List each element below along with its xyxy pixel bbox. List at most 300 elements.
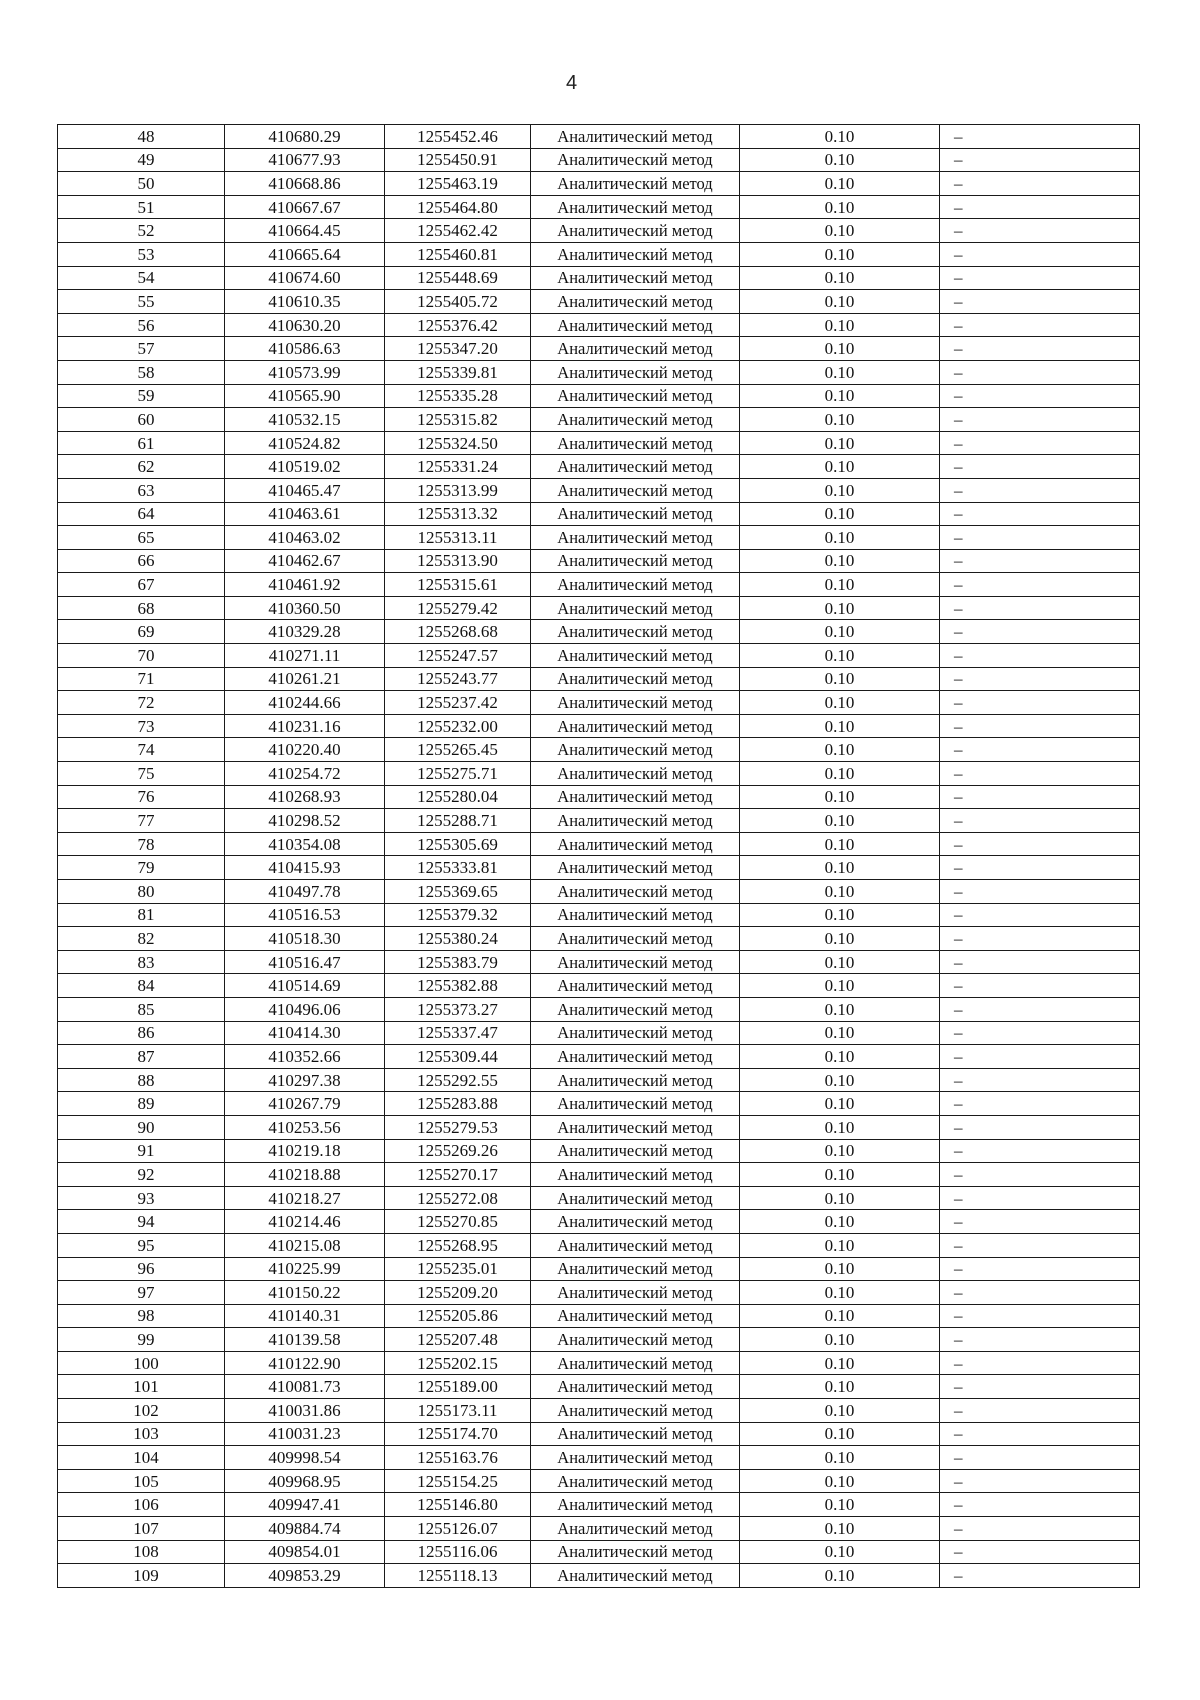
method-cell: Аналитический метод — [531, 1351, 740, 1375]
y-coordinate-cell: 1255369.65 — [385, 880, 531, 904]
table-row — [58, 1233, 1140, 1257]
point-number-cell: 105 — [58, 1469, 225, 1493]
table-row — [58, 738, 1140, 762]
table-row — [58, 1517, 1140, 1541]
y-coordinate-cell: 1255232.00 — [385, 714, 531, 738]
x-coordinate-cell: 410516.53 — [225, 903, 385, 927]
y-coordinate-cell: 1255337.47 — [385, 1021, 531, 1045]
y-coordinate-cell: 1255270.17 — [385, 1163, 531, 1187]
point-number-cell: 58 — [58, 360, 225, 384]
note-cell: – — [940, 1304, 1140, 1328]
page-number: 4 — [565, 72, 578, 94]
note-cell: – — [940, 549, 1140, 573]
accuracy-cell: 0.10 — [740, 125, 940, 149]
y-coordinate-cell: 1255275.71 — [385, 762, 531, 786]
x-coordinate-cell: 410586.63 — [225, 337, 385, 361]
y-coordinate-cell: 1255315.82 — [385, 408, 531, 432]
accuracy-cell: 0.10 — [740, 596, 940, 620]
table-row — [58, 1328, 1140, 1352]
method-cell: Аналитический метод — [531, 431, 740, 455]
point-number-cell: 109 — [58, 1564, 225, 1588]
accuracy-cell: 0.10 — [740, 1304, 940, 1328]
table-row — [58, 1210, 1140, 1234]
point-number-cell: 81 — [58, 903, 225, 927]
method-cell: Аналитический метод — [531, 785, 740, 809]
y-coordinate-cell: 1255292.55 — [385, 1068, 531, 1092]
method-cell: Аналитический метод — [531, 832, 740, 856]
point-number-cell: 92 — [58, 1163, 225, 1187]
method-cell: Аналитический метод — [531, 172, 740, 196]
y-coordinate-cell: 1255126.07 — [385, 1517, 531, 1541]
point-number-cell: 100 — [58, 1351, 225, 1375]
method-cell: Аналитический метод — [531, 384, 740, 408]
method-cell: Аналитический метод — [531, 360, 740, 384]
x-coordinate-cell: 410218.88 — [225, 1163, 385, 1187]
accuracy-cell: 0.10 — [740, 1186, 940, 1210]
method-cell: Аналитический метод — [531, 1540, 740, 1564]
y-coordinate-cell: 1255174.70 — [385, 1422, 531, 1446]
x-coordinate-cell: 410496.06 — [225, 997, 385, 1021]
table-row — [58, 1399, 1140, 1423]
point-number-cell: 103 — [58, 1422, 225, 1446]
x-coordinate-cell: 410630.20 — [225, 313, 385, 337]
table-row — [58, 691, 1140, 715]
table-row — [58, 1493, 1140, 1517]
table-row — [58, 219, 1140, 243]
table-row — [58, 526, 1140, 550]
x-coordinate-cell: 410668.86 — [225, 172, 385, 196]
y-coordinate-cell: 1255450.91 — [385, 148, 531, 172]
point-number-cell: 73 — [58, 714, 225, 738]
note-cell: – — [940, 1564, 1140, 1588]
x-coordinate-cell: 410267.79 — [225, 1092, 385, 1116]
x-coordinate-cell: 410352.66 — [225, 1045, 385, 1069]
accuracy-cell: 0.10 — [740, 1045, 940, 1069]
y-coordinate-cell: 1255116.06 — [385, 1540, 531, 1564]
y-coordinate-cell: 1255202.15 — [385, 1351, 531, 1375]
accuracy-cell: 0.10 — [740, 762, 940, 786]
y-coordinate-cell: 1255279.42 — [385, 596, 531, 620]
x-coordinate-cell: 410414.30 — [225, 1021, 385, 1045]
x-coordinate-cell: 409854.01 — [225, 1540, 385, 1564]
method-cell: Аналитический метод — [531, 1186, 740, 1210]
table-row — [58, 195, 1140, 219]
note-cell: – — [940, 644, 1140, 668]
x-coordinate-cell: 409853.29 — [225, 1564, 385, 1588]
accuracy-cell: 0.10 — [740, 1446, 940, 1470]
y-coordinate-cell: 1255279.53 — [385, 1115, 531, 1139]
accuracy-cell: 0.10 — [740, 927, 940, 951]
y-coordinate-cell: 1255268.68 — [385, 620, 531, 644]
x-coordinate-cell: 410244.66 — [225, 691, 385, 715]
x-coordinate-cell: 410518.30 — [225, 927, 385, 951]
table-row — [58, 856, 1140, 880]
point-number-cell: 84 — [58, 974, 225, 998]
table-row — [58, 644, 1140, 668]
table-row — [58, 360, 1140, 384]
y-coordinate-cell: 1255288.71 — [385, 809, 531, 833]
x-coordinate-cell: 410139.58 — [225, 1328, 385, 1352]
point-number-cell: 51 — [58, 195, 225, 219]
note-cell: – — [940, 856, 1140, 880]
note-cell: – — [940, 431, 1140, 455]
method-cell: Аналитический метод — [531, 620, 740, 644]
table-row — [58, 714, 1140, 738]
accuracy-cell: 0.10 — [740, 360, 940, 384]
note-cell: – — [940, 1115, 1140, 1139]
note-cell: – — [940, 974, 1140, 998]
point-number-cell: 75 — [58, 762, 225, 786]
method-cell: Аналитический метод — [531, 148, 740, 172]
method-cell: Аналитический метод — [531, 927, 740, 951]
method-cell: Аналитический метод — [531, 573, 740, 597]
note-cell: – — [940, 172, 1140, 196]
note-cell: – — [940, 1540, 1140, 1564]
point-number-cell: 59 — [58, 384, 225, 408]
note-cell: – — [940, 408, 1140, 432]
x-coordinate-cell: 410329.28 — [225, 620, 385, 644]
method-cell: Аналитический метод — [531, 950, 740, 974]
table-row — [58, 408, 1140, 432]
note-cell: – — [940, 1045, 1140, 1069]
x-coordinate-cell: 410680.29 — [225, 125, 385, 149]
x-coordinate-cell: 410354.08 — [225, 832, 385, 856]
accuracy-cell: 0.10 — [740, 313, 940, 337]
accuracy-cell: 0.10 — [740, 219, 940, 243]
y-coordinate-cell: 1255118.13 — [385, 1564, 531, 1588]
note-cell: – — [940, 290, 1140, 314]
point-number-cell: 96 — [58, 1257, 225, 1281]
accuracy-cell: 0.10 — [740, 974, 940, 998]
table-row — [58, 1045, 1140, 1069]
point-number-cell: 49 — [58, 148, 225, 172]
x-coordinate-cell: 410610.35 — [225, 290, 385, 314]
method-cell: Аналитический метод — [531, 526, 740, 550]
x-coordinate-cell: 410519.02 — [225, 455, 385, 479]
x-coordinate-cell: 410415.93 — [225, 856, 385, 880]
method-cell: Аналитический метод — [531, 1564, 740, 1588]
accuracy-cell: 0.10 — [740, 1564, 940, 1588]
y-coordinate-cell: 1255376.42 — [385, 313, 531, 337]
accuracy-cell: 0.10 — [740, 691, 940, 715]
accuracy-cell: 0.10 — [740, 290, 940, 314]
y-coordinate-cell: 1255313.32 — [385, 502, 531, 526]
y-coordinate-cell: 1255173.11 — [385, 1399, 531, 1423]
accuracy-cell: 0.10 — [740, 1517, 940, 1541]
point-number-cell: 97 — [58, 1281, 225, 1305]
accuracy-cell: 0.10 — [740, 620, 940, 644]
accuracy-cell: 0.10 — [740, 266, 940, 290]
point-number-cell: 85 — [58, 997, 225, 1021]
note-cell: – — [940, 880, 1140, 904]
x-coordinate-cell: 410140.31 — [225, 1304, 385, 1328]
x-coordinate-cell: 410220.40 — [225, 738, 385, 762]
y-coordinate-cell: 1255268.95 — [385, 1233, 531, 1257]
method-cell: Аналитический метод — [531, 313, 740, 337]
point-number-cell: 56 — [58, 313, 225, 337]
table-row — [58, 384, 1140, 408]
method-cell: Аналитический метод — [531, 1233, 740, 1257]
note-cell: – — [940, 266, 1140, 290]
x-coordinate-cell: 410461.92 — [225, 573, 385, 597]
y-coordinate-cell: 1255309.44 — [385, 1045, 531, 1069]
note-cell: – — [940, 667, 1140, 691]
accuracy-cell: 0.10 — [740, 832, 940, 856]
y-coordinate-cell: 1255313.11 — [385, 526, 531, 550]
accuracy-cell: 0.10 — [740, 502, 940, 526]
table-row — [58, 1375, 1140, 1399]
accuracy-cell: 0.10 — [740, 1540, 940, 1564]
point-number-cell: 50 — [58, 172, 225, 196]
method-cell: Аналитический метод — [531, 1139, 740, 1163]
accuracy-cell: 0.10 — [740, 738, 940, 762]
accuracy-cell: 0.10 — [740, 1139, 940, 1163]
x-coordinate-cell: 410667.67 — [225, 195, 385, 219]
x-coordinate-cell: 410297.38 — [225, 1068, 385, 1092]
accuracy-cell: 0.10 — [740, 1163, 940, 1187]
note-cell: – — [940, 691, 1140, 715]
note-cell: – — [940, 1068, 1140, 1092]
note-cell: – — [940, 125, 1140, 149]
note-cell: – — [940, 1281, 1140, 1305]
method-cell: Аналитический метод — [531, 1304, 740, 1328]
accuracy-cell: 0.10 — [740, 856, 940, 880]
point-number-cell: 101 — [58, 1375, 225, 1399]
table-row — [58, 266, 1140, 290]
x-coordinate-cell: 410497.78 — [225, 880, 385, 904]
table-row — [58, 667, 1140, 691]
y-coordinate-cell: 1255373.27 — [385, 997, 531, 1021]
method-cell: Аналитический метод — [531, 549, 740, 573]
note-cell: – — [940, 762, 1140, 786]
table-row — [58, 1068, 1140, 1092]
method-cell: Аналитический метод — [531, 903, 740, 927]
point-number-cell: 79 — [58, 856, 225, 880]
table-row — [58, 1564, 1140, 1588]
point-number-cell: 62 — [58, 455, 225, 479]
x-coordinate-cell: 410081.73 — [225, 1375, 385, 1399]
table-row — [58, 1021, 1140, 1045]
y-coordinate-cell: 1255313.99 — [385, 478, 531, 502]
accuracy-cell: 0.10 — [740, 1281, 940, 1305]
y-coordinate-cell: 1255207.48 — [385, 1328, 531, 1352]
method-cell: Аналитический метод — [531, 762, 740, 786]
note-cell: – — [940, 573, 1140, 597]
method-cell: Аналитический метод — [531, 219, 740, 243]
point-number-cell: 70 — [58, 644, 225, 668]
point-number-cell: 55 — [58, 290, 225, 314]
note-cell: – — [940, 950, 1140, 974]
note-cell: – — [940, 1186, 1140, 1210]
x-coordinate-cell: 410677.93 — [225, 148, 385, 172]
method-cell: Аналитический метод — [531, 1375, 740, 1399]
table-row — [58, 148, 1140, 172]
accuracy-cell: 0.10 — [740, 431, 940, 455]
accuracy-cell: 0.10 — [740, 455, 940, 479]
point-number-cell: 107 — [58, 1517, 225, 1541]
accuracy-cell: 0.10 — [740, 1257, 940, 1281]
method-cell: Аналитический метод — [531, 502, 740, 526]
method-cell: Аналитический метод — [531, 1092, 740, 1116]
x-coordinate-cell: 410031.23 — [225, 1422, 385, 1446]
accuracy-cell: 0.10 — [740, 1422, 940, 1446]
table-row — [58, 927, 1140, 951]
point-number-cell: 76 — [58, 785, 225, 809]
table-row — [58, 974, 1140, 998]
table-row — [58, 1092, 1140, 1116]
method-cell: Аналитический метод — [531, 997, 740, 1021]
x-coordinate-cell: 410674.60 — [225, 266, 385, 290]
method-cell: Аналитический метод — [531, 195, 740, 219]
point-number-cell: 66 — [58, 549, 225, 573]
accuracy-cell: 0.10 — [740, 1328, 940, 1352]
table-row — [58, 762, 1140, 786]
y-coordinate-cell: 1255283.88 — [385, 1092, 531, 1116]
accuracy-cell: 0.10 — [740, 337, 940, 361]
accuracy-cell: 0.10 — [740, 903, 940, 927]
table-row — [58, 1540, 1140, 1564]
accuracy-cell: 0.10 — [740, 1210, 940, 1234]
point-number-cell: 91 — [58, 1139, 225, 1163]
point-number-cell: 108 — [58, 1540, 225, 1564]
table-row — [58, 1469, 1140, 1493]
x-coordinate-cell: 410271.11 — [225, 644, 385, 668]
y-coordinate-cell: 1255270.85 — [385, 1210, 531, 1234]
note-cell: – — [940, 1328, 1140, 1352]
x-coordinate-cell: 410360.50 — [225, 596, 385, 620]
note-cell: – — [940, 1517, 1140, 1541]
accuracy-cell: 0.10 — [740, 172, 940, 196]
y-coordinate-cell: 1255405.72 — [385, 290, 531, 314]
point-number-cell: 57 — [58, 337, 225, 361]
note-cell: – — [940, 1210, 1140, 1234]
y-coordinate-cell: 1255280.04 — [385, 785, 531, 809]
y-coordinate-cell: 1255382.88 — [385, 974, 531, 998]
accuracy-cell: 0.10 — [740, 573, 940, 597]
point-number-cell: 106 — [58, 1493, 225, 1517]
note-cell: – — [940, 1469, 1140, 1493]
x-coordinate-cell: 410225.99 — [225, 1257, 385, 1281]
table-row — [58, 1163, 1140, 1187]
method-cell: Аналитический метод — [531, 290, 740, 314]
table-row — [58, 1304, 1140, 1328]
point-number-cell: 61 — [58, 431, 225, 455]
y-coordinate-cell: 1255333.81 — [385, 856, 531, 880]
x-coordinate-cell: 409884.74 — [225, 1517, 385, 1541]
accuracy-cell: 0.10 — [740, 1068, 940, 1092]
accuracy-cell: 0.10 — [740, 384, 940, 408]
x-coordinate-cell: 410261.21 — [225, 667, 385, 691]
note-cell: – — [940, 997, 1140, 1021]
x-coordinate-cell: 410215.08 — [225, 1233, 385, 1257]
y-coordinate-cell: 1255272.08 — [385, 1186, 531, 1210]
x-coordinate-cell: 409947.41 — [225, 1493, 385, 1517]
y-coordinate-cell: 1255347.20 — [385, 337, 531, 361]
note-cell: – — [940, 1399, 1140, 1423]
note-cell: – — [940, 478, 1140, 502]
x-coordinate-cell: 410031.86 — [225, 1399, 385, 1423]
method-cell: Аналитический метод — [531, 856, 740, 880]
method-cell: Аналитический метод — [531, 1045, 740, 1069]
point-number-cell: 89 — [58, 1092, 225, 1116]
x-coordinate-cell: 410298.52 — [225, 809, 385, 833]
x-coordinate-cell: 410664.45 — [225, 219, 385, 243]
table-row — [58, 880, 1140, 904]
note-cell: – — [940, 360, 1140, 384]
x-coordinate-cell: 409968.95 — [225, 1469, 385, 1493]
y-coordinate-cell: 1255339.81 — [385, 360, 531, 384]
x-coordinate-cell: 410462.67 — [225, 549, 385, 573]
accuracy-cell: 0.10 — [740, 1115, 940, 1139]
point-number-cell: 74 — [58, 738, 225, 762]
method-cell: Аналитический метод — [531, 125, 740, 149]
accuracy-cell: 0.10 — [740, 1092, 940, 1116]
table-row — [58, 1446, 1140, 1470]
x-coordinate-cell: 410573.99 — [225, 360, 385, 384]
note-cell: – — [940, 620, 1140, 644]
x-coordinate-cell: 410253.56 — [225, 1115, 385, 1139]
x-coordinate-cell: 410514.69 — [225, 974, 385, 998]
note-cell: – — [940, 384, 1140, 408]
table-row — [58, 596, 1140, 620]
point-number-cell: 87 — [58, 1045, 225, 1069]
accuracy-cell: 0.10 — [740, 242, 940, 266]
point-number-cell: 95 — [58, 1233, 225, 1257]
table-row — [58, 809, 1140, 833]
note-cell: – — [940, 785, 1140, 809]
method-cell: Аналитический метод — [531, 809, 740, 833]
y-coordinate-cell: 1255269.26 — [385, 1139, 531, 1163]
accuracy-cell: 0.10 — [740, 1493, 940, 1517]
table-row — [58, 1115, 1140, 1139]
note-cell: – — [940, 337, 1140, 361]
method-cell: Аналитический метод — [531, 1257, 740, 1281]
note-cell: – — [940, 1021, 1140, 1045]
point-number-cell: 98 — [58, 1304, 225, 1328]
note-cell: – — [940, 148, 1140, 172]
method-cell: Аналитический метод — [531, 974, 740, 998]
table-row — [58, 290, 1140, 314]
point-number-cell: 68 — [58, 596, 225, 620]
accuracy-cell: 0.10 — [740, 1399, 940, 1423]
method-cell: Аналитический метод — [531, 1281, 740, 1305]
note-cell: – — [940, 809, 1140, 833]
y-coordinate-cell: 1255146.80 — [385, 1493, 531, 1517]
method-cell: Аналитический метод — [531, 714, 740, 738]
point-number-cell: 88 — [58, 1068, 225, 1092]
note-cell: – — [940, 1139, 1140, 1163]
x-coordinate-cell: 410268.93 — [225, 785, 385, 809]
note-cell: – — [940, 502, 1140, 526]
table-row — [58, 125, 1140, 149]
x-coordinate-cell: 410219.18 — [225, 1139, 385, 1163]
table-row — [58, 502, 1140, 526]
x-coordinate-cell: 410665.64 — [225, 242, 385, 266]
point-number-cell: 80 — [58, 880, 225, 904]
point-number-cell: 99 — [58, 1328, 225, 1352]
method-cell: Аналитический метод — [531, 1210, 740, 1234]
y-coordinate-cell: 1255235.01 — [385, 1257, 531, 1281]
note-cell: – — [940, 526, 1140, 550]
accuracy-cell: 0.10 — [740, 1375, 940, 1399]
x-coordinate-cell: 410465.47 — [225, 478, 385, 502]
y-coordinate-cell: 1255237.42 — [385, 691, 531, 715]
accuracy-cell: 0.10 — [740, 148, 940, 172]
accuracy-cell: 0.10 — [740, 880, 940, 904]
note-cell: – — [940, 195, 1140, 219]
y-coordinate-cell: 1255163.76 — [385, 1446, 531, 1470]
y-coordinate-cell: 1255331.24 — [385, 455, 531, 479]
